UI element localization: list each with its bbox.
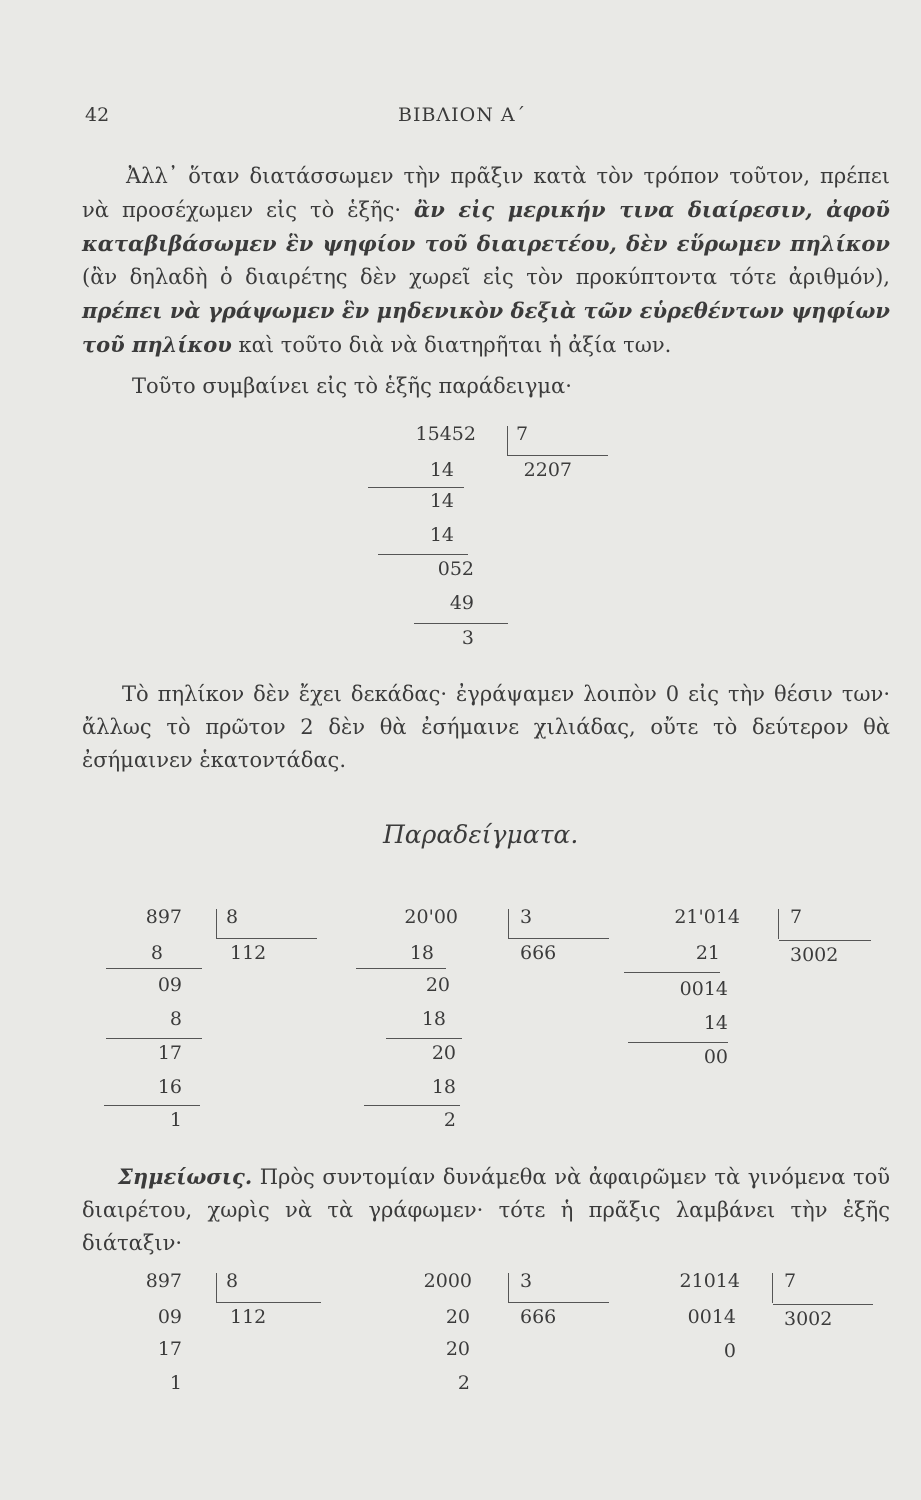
rule-text-1: Ἀλλ᾽ ὅταν διατάσσωμεν τὴν πρᾶξιν κατὰ τὸν τρόπον τοῦτον, πρέπει νὰ προσέχωμεν εἰς τὸ ἑξῆς·	[82, 164, 890, 222]
dividend: 897	[145, 906, 182, 928]
remainder: 00	[703, 1046, 728, 1068]
divisor: 3	[520, 1270, 533, 1292]
remainder: 1	[169, 1372, 182, 1394]
remainder: 1	[169, 1109, 182, 1131]
step: 14	[429, 524, 454, 546]
dividend: 15452	[415, 423, 476, 445]
step: 20	[445, 1306, 470, 1328]
step: 09	[157, 1306, 182, 1328]
divisor: 7	[784, 1270, 797, 1292]
step: 18	[421, 1008, 446, 1030]
rule-bold-2: πρέπει νὰ γράψωμεν ἓν μηδενικὸν δεξιὰ τῶν εὑρεθέντων ψηφίων τοῦ πηλίκου	[82, 298, 890, 357]
division-bar	[508, 1273, 509, 1303]
remainder: 2	[457, 1372, 470, 1394]
rule-line	[628, 1042, 728, 1043]
rule-line	[624, 972, 720, 973]
quotient-line	[509, 938, 609, 939]
rule-text-3: καὶ τοῦτο διὰ νὰ διατηρῆται ἡ ἀξία των.	[231, 333, 672, 357]
dividend: 21'014	[674, 906, 740, 928]
step: 20	[431, 1042, 456, 1064]
step: 8	[169, 1008, 182, 1030]
step: 0014	[679, 978, 728, 1000]
rule-line	[368, 487, 464, 488]
quotient: 112	[230, 1306, 267, 1328]
rule-text-2: (ἂν δηλαδὴ ὁ διαιρέτης δὲν χωρεῖ εἰς τὸν προκύπτοντα τότε ἀριθμόν),	[82, 265, 890, 289]
paragraph-rule	[82, 160, 890, 362]
running-header: ΒΙΒΛΙΟΝ Α΄	[398, 104, 527, 126]
step: 052	[437, 558, 474, 580]
rule-line	[364, 1105, 460, 1106]
rule-line	[106, 1038, 202, 1039]
quotient: 666	[520, 942, 557, 964]
rule-line	[356, 968, 446, 969]
step: 17	[157, 1338, 182, 1360]
divisor: 7	[790, 906, 803, 928]
note-text: Πρὸς συντομίαν δυνάμεθα νὰ ἀφαιρῶμεν τὰ γινόμενα τοῦ διαιρέτου, χωρὶς νὰ τὰ γράφωμεν· τότε ἡ πρᾶξις λαμβάνει τὴν ἑξῆς διάταξιν·	[82, 1165, 890, 1255]
rule-line	[386, 1038, 462, 1039]
step: 17	[157, 1042, 182, 1064]
section-heading: Παραδείγματα.	[383, 820, 579, 849]
note-label: Σημείωσις.	[118, 1164, 253, 1189]
rule-line	[106, 968, 202, 969]
remainder: 0	[723, 1340, 736, 1362]
divisor: 8	[226, 906, 239, 928]
division-bar	[508, 909, 509, 939]
rule-line	[104, 1105, 200, 1106]
step: 20	[425, 974, 450, 996]
step: 14	[429, 490, 454, 512]
step: 14	[703, 1012, 728, 1034]
step: 18	[409, 942, 434, 964]
rule-bold-1: ἂν εἰς μερικήν τινα διαίρεσιν, ἀφοῦ καταβιβάσωμεν ἓν ψηφίον τοῦ διαιρετέου, δὲν εὕρωμεν πηλίκον	[82, 197, 890, 256]
quotient-line	[217, 938, 317, 939]
division-bar	[216, 1273, 217, 1303]
step: 8	[150, 942, 163, 964]
step: 16	[157, 1076, 182, 1098]
step: 21	[695, 942, 720, 964]
step: 49	[449, 592, 474, 614]
dividend: 2000	[423, 1270, 472, 1292]
paragraph-example-intro: Τοῦτο συμβαίνει εἰς τὸ ἑξῆς παράδειγμα·	[132, 374, 572, 398]
step: 14	[429, 459, 454, 481]
step: 20	[445, 1338, 470, 1360]
divisor: 7	[516, 423, 529, 445]
dividend: 20'00	[404, 906, 458, 928]
page-number: 42	[85, 104, 110, 126]
quotient-line	[773, 1304, 873, 1305]
paragraph-explanation: Τὸ πηλίκον δὲν ἔχει δεκάδας· ἐγράψαμεν λοιπὸν 0 εἰς τὴν θέσιν των· ἄλλως τὸ πρῶτον 2 δὲν θὰ ἐσήμαινε χιλιάδας, οὔτε τὸ δεύτερον θὰ ἐσήμαινεν ἑκατοντάδας.	[82, 682, 890, 772]
division-bar	[772, 1273, 773, 1303]
divisor: 8	[226, 1270, 239, 1292]
dividend: 21014	[679, 1270, 740, 1292]
quotient: 112	[230, 942, 267, 964]
division-bar	[216, 909, 217, 939]
division-bar	[507, 426, 508, 456]
step: 18	[431, 1076, 456, 1098]
quotient-line	[217, 1302, 321, 1303]
quotient: 2207	[523, 459, 572, 481]
dividend: 897	[145, 1270, 182, 1292]
divisor: 3	[520, 906, 533, 928]
quotient-line	[779, 940, 871, 941]
step: 0014	[687, 1306, 736, 1328]
quotient-line	[508, 455, 608, 456]
remainder: 2	[443, 1109, 456, 1131]
quotient: 3002	[790, 944, 839, 966]
paragraph-note	[82, 1160, 890, 1260]
quotient: 666	[520, 1306, 557, 1328]
rule-line	[414, 623, 508, 624]
rule-line	[378, 554, 468, 555]
step: 09	[157, 974, 182, 996]
quotient: 3002	[784, 1308, 833, 1330]
division-bar	[778, 909, 779, 939]
remainder: 3	[461, 627, 474, 649]
quotient-line	[509, 1302, 609, 1303]
